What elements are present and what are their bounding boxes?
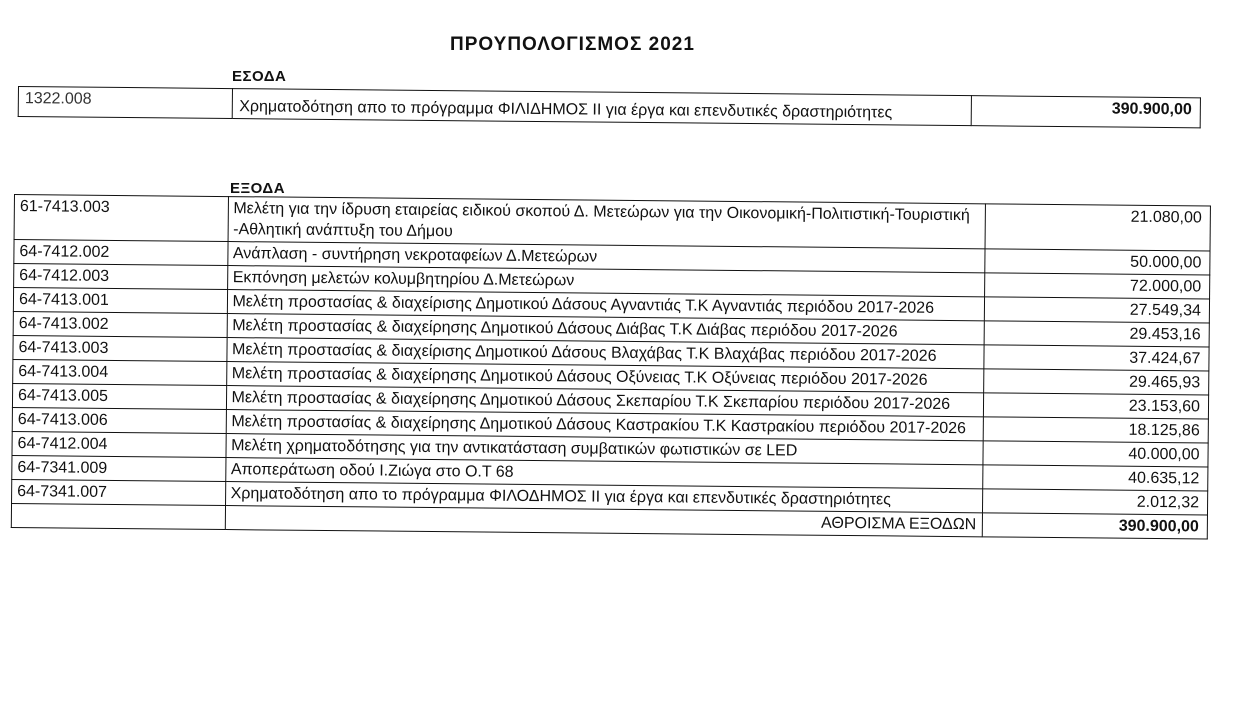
expense-amount: 40.635,12 — [983, 465, 1208, 491]
expense-amount: 50.000,00 — [985, 249, 1210, 275]
income-description: Χρηματοδότηση απο το πρόγραμμα ΦΙΛΙΔΗΜΟΣ ΙΙ για έργα και επενδυτικές δραστηριότητες — [233, 89, 972, 126]
expense-table — [11, 194, 1211, 539]
income-amount: 390.900,00 — [972, 96, 1201, 128]
expense-account-code: 64-7413.006 — [12, 407, 226, 433]
expense-account-code: 64-7413.005 — [12, 383, 226, 409]
expense-description: Μελέτη χρηματοδότησης για την αντικατάσταση συμβατικών φωτιστικών σε LED — [226, 434, 984, 465]
total-code-cell — [11, 503, 225, 529]
expense-description: Χρηματοδότηση απο το πρόγραμμα ΦΙΛΟΔΗΜΟΣ ΙΙ για έργα και επενδυτικές δραστηριότητες — [225, 482, 983, 513]
expense-amount: 29.453,16 — [985, 321, 1210, 347]
income-row — [18, 87, 1200, 128]
total-label: ΑΘΡΟΙΣΜΑ ΕΞΟΔΩΝ — [225, 506, 983, 537]
total-amount: 390.900,00 — [983, 513, 1208, 539]
expense-account-code: 64-7412.002 — [14, 240, 228, 266]
expense-account-code: 64-7341.009 — [12, 455, 226, 481]
expense-amount: 40.000,00 — [983, 441, 1208, 467]
expense-amount: 27.549,34 — [985, 297, 1210, 323]
expense-account-code: 61-7413.003 — [14, 195, 228, 242]
expense-amount: 21.080,00 — [985, 204, 1210, 251]
expense-heading: ΕΞΟΔΑ — [230, 180, 286, 197]
expense-amount: 29.465,93 — [984, 369, 1209, 395]
expense-account-code: 64-7412.003 — [14, 264, 228, 290]
expense-description: Μελέτη προστασίας & διαχείρισης Δημοτικού Δάσους Βλαχάβας Τ.Κ Βλαχάβας περιόδου 2017-2026 — [226, 338, 984, 369]
expense-account-code: 64-7413.002 — [13, 311, 227, 337]
expense-description: Μελέτη προστασίας & διαχείρησης Δημοτικού Δάσους Καστρακίου Τ.Κ Καστρακίου περιόδου 2017-2026 — [226, 410, 984, 441]
expense-account-code: 64-7413.001 — [13, 288, 227, 314]
expense-amount: 2.012,32 — [983, 489, 1208, 515]
expense-amount: 37.424,67 — [984, 345, 1209, 371]
expense-description: Αποπεράτωση οδού Ι.Ζιώγα στο Ο.Τ 68 — [225, 458, 983, 489]
expense-account-code: 64-7341.007 — [12, 479, 226, 505]
expense-description: Μελέτη προστασίας & διαχείρησης Δημοτικού Δάσους Σκεπαρίου Τ.Κ Σκεπαρίου περιόδου 2017-2026 — [226, 386, 984, 417]
expense-account-code: 64-7413.003 — [13, 335, 227, 361]
income-heading: ΕΣΟΔΑ — [232, 68, 287, 85]
income-table — [18, 86, 1201, 128]
expense-description: Εκπόνηση μελετών κολυμβητηρίου Δ.Μετεώρων — [227, 266, 985, 297]
income-account-code: 1322.008 — [18, 87, 233, 119]
expense-amount: 72.000,00 — [985, 273, 1210, 299]
page-title: ΠΡΟΥΠΟΛΟΓΙΣΜΟΣ 2021 — [450, 34, 695, 55]
expense-amount: 18.125,86 — [984, 417, 1209, 443]
expense-description: Μελέτη προστασίας & διαχείρισης Δημοτικού Δάσους Αγναντιάς Τ.Κ Αγναντιάς περιόδου 2017-2026 — [227, 290, 985, 321]
expense-description: Μελέτη για την ίδρυση εταιρείας ειδικού σκοπού Δ. Μετεώρων για την Οικονομική-Πολιτιστική-Τουριστική -Αθλητική ανάπτυξη του Δήμου — [228, 197, 986, 249]
expense-amount: 23.153,60 — [984, 393, 1209, 419]
expense-description: Ανάπλαση - συντήρηση νεκροταφείων Δ.Μετεώρων — [227, 242, 985, 273]
expense-account-code: 64-7413.004 — [13, 359, 227, 385]
expense-account-code: 64-7412.004 — [12, 431, 226, 457]
expense-description: Μελέτη προστασίας & διαχείρησης Δημοτικού Δάσους Οξύνειας Τ.Κ Οξύνειας περιόδου 2017-2026 — [226, 362, 984, 393]
expense-description: Μελέτη προστασίας & διαχείρησης Δημοτικού Δάσους Διάβας Τ.Κ Διάβας περιόδου 2017-2026 — [227, 314, 985, 345]
